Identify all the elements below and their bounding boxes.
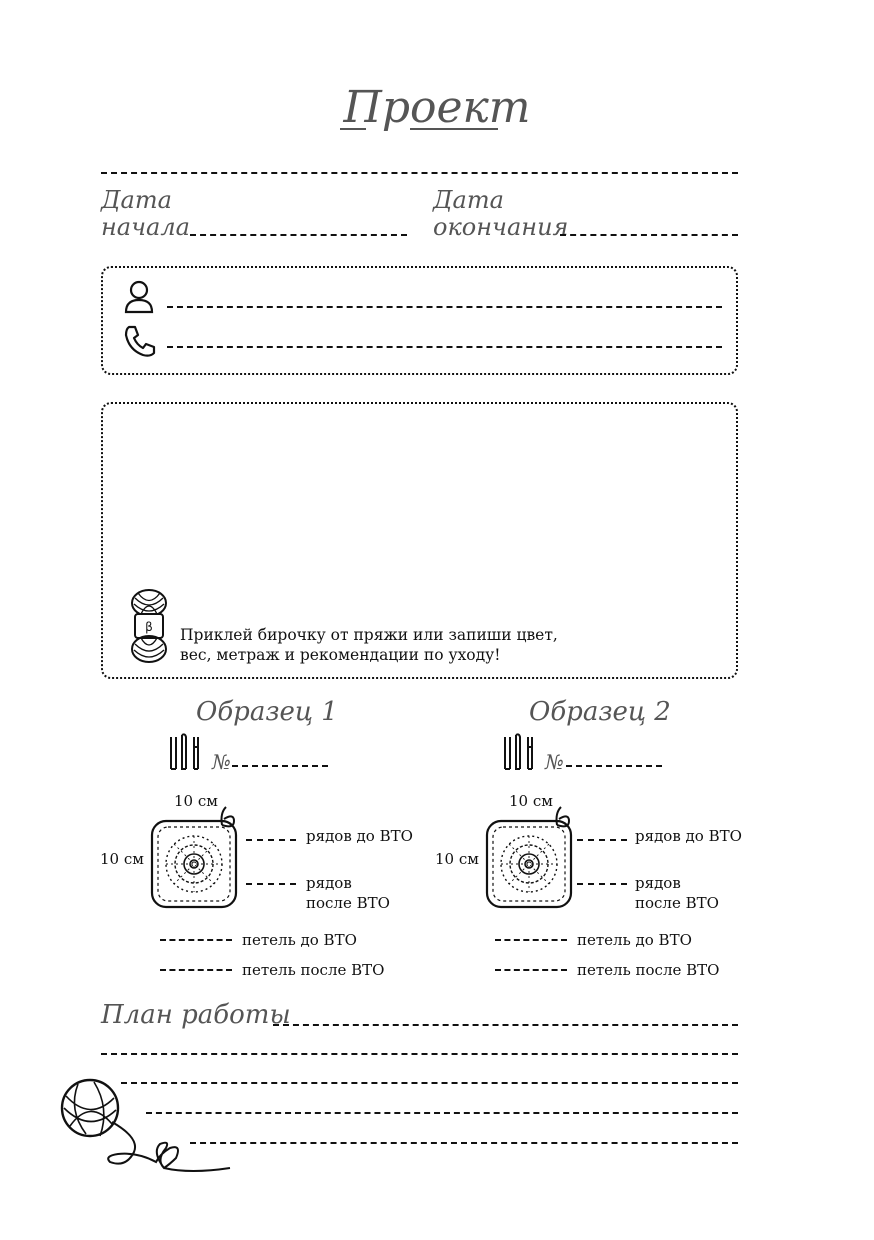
yarn-ball-heart-icon: [60, 1078, 240, 1182]
contact-name-field[interactable]: [167, 306, 722, 308]
end-date-field[interactable]: [560, 234, 738, 236]
contact-box: [101, 266, 738, 375]
swatch-height-label: 10 см: [100, 850, 144, 868]
crochet-hooks-icon: [167, 733, 201, 777]
stitches-before-field[interactable]: [160, 939, 232, 941]
end-date-label: [433, 187, 568, 241]
crochet-swatch-icon: [483, 803, 577, 917]
rows-after-label-line1: рядов: [306, 874, 352, 892]
yarn-notes-box[interactable]: [101, 402, 738, 679]
start-date-label: [101, 187, 190, 241]
swatch-height-label: 10 см: [435, 850, 479, 868]
svg-text:β: β: [145, 620, 153, 634]
rows-after-label-line2: после ВТО: [635, 894, 719, 912]
end-date-label-line2: окончания: [433, 213, 569, 241]
swatch-width-label: 10 см: [509, 792, 553, 810]
person-icon: [123, 280, 155, 318]
yarn-note-text: [180, 625, 558, 665]
stitches-after-label: петель после ВТО: [242, 961, 385, 979]
rows-after-label: [306, 873, 390, 913]
yarn-note-line1: Приклей бирочку от пряжи или запиши цвет,: [180, 626, 558, 644]
crochet-hooks-icon: [501, 733, 535, 777]
yarn-skein-icon: [129, 588, 169, 668]
title-underline-left: [340, 128, 366, 130]
title-underline-right: [410, 128, 498, 130]
plan-label: План работы: [101, 1000, 291, 1030]
sample-2: [431, 695, 761, 985]
hook-number-label: №: [545, 750, 564, 774]
rows-after-label: [635, 873, 719, 913]
contact-phone-field[interactable]: [167, 346, 722, 348]
stitches-before-label: петель до ВТО: [242, 931, 357, 949]
stitches-after-field[interactable]: [495, 969, 567, 971]
start-date-label-line1: Дата: [101, 186, 172, 214]
project-name-field[interactable]: [101, 172, 738, 174]
rows-after-field[interactable]: [577, 883, 627, 885]
page-title: Проект: [343, 82, 531, 133]
plan-line-5[interactable]: [190, 1142, 738, 1144]
start-date-label-line2: начала: [101, 213, 190, 241]
sample-1-title: Образец 1: [196, 697, 338, 727]
crochet-swatch-icon: [148, 803, 242, 917]
hook-number-field[interactable]: [232, 765, 328, 767]
yarn-note-line2: вес, метраж и рекомендации по уходу!: [180, 646, 501, 664]
rows-before-label: рядов до ВТО: [306, 827, 413, 845]
stitches-before-label: петель до ВТО: [577, 931, 692, 949]
sample-1: [96, 695, 426, 985]
rows-after-field[interactable]: [246, 883, 296, 885]
plan-line-2[interactable]: [101, 1053, 738, 1055]
stitches-before-field[interactable]: [495, 939, 567, 941]
end-date-label-line1: Дата: [433, 186, 504, 214]
stitches-after-label: петель после ВТО: [577, 961, 720, 979]
plan-line-1[interactable]: [273, 1024, 738, 1026]
rows-before-field[interactable]: [577, 839, 627, 841]
rows-before-field[interactable]: [246, 839, 296, 841]
rows-after-label-line1: рядов: [635, 874, 681, 892]
rows-after-label-line2: после ВТО: [306, 894, 390, 912]
rows-before-label: рядов до ВТО: [635, 827, 742, 845]
stitches-after-field[interactable]: [160, 969, 232, 971]
phone-icon: [123, 324, 157, 362]
hook-number-field[interactable]: [566, 765, 662, 767]
swatch-width-label: 10 см: [174, 792, 218, 810]
sample-2-title: Образец 2: [529, 697, 671, 727]
hook-number-label: №: [212, 750, 231, 774]
start-date-field[interactable]: [190, 234, 407, 236]
